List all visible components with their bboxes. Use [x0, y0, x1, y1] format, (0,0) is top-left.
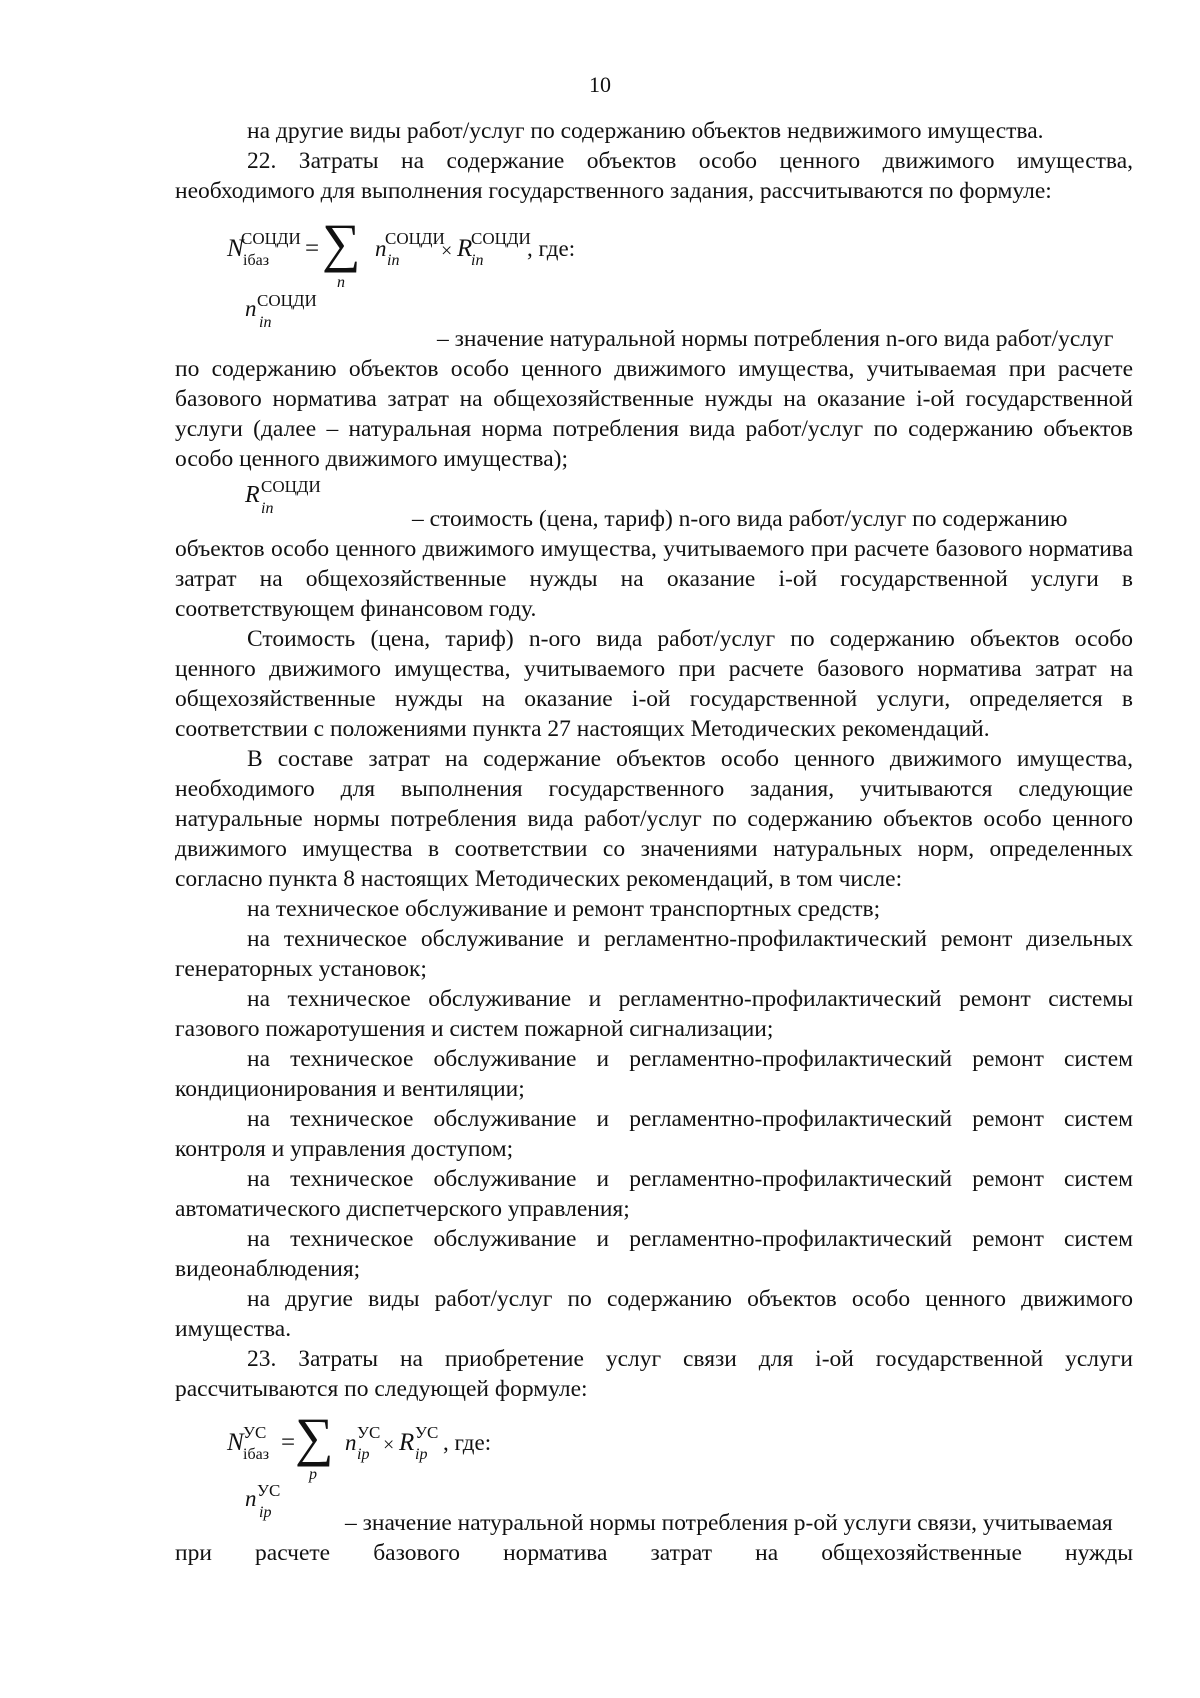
- def-r-sub: in: [261, 500, 274, 517]
- formula2-lhs-sub: iбаз: [243, 1446, 270, 1463]
- definition-n2-symbol: [175, 1481, 1133, 1521]
- def-n2-sub: ip: [259, 1504, 272, 1521]
- formula1-r-sup: СОЦДИ: [471, 229, 531, 248]
- formula1-lhs-sub: iбаз: [243, 252, 270, 269]
- formula-socdi: [175, 206, 1133, 290]
- paragraph-composition: В составе затрат на содержание объектов особо ценного движимого имущества, необходимого для выполнения государственного задания, учитываются следующие натуральные нормы потребления вида работ/услуг по содержанию объектов особо ценного движимого имущества в соответствии со значениями натуральных норм, определенных согласно пункта 8 настоящих Методических рекомендаций, в том числе:: [175, 746, 1133, 892]
- definition-n2-first-line: – значение натуральной нормы потребления p-ой услуги связи, учитываемая: [345, 1510, 1113, 1536]
- intro-line: на другие виды работ/услуг по содержанию объектов недвижимого имущества.: [247, 118, 1044, 144]
- formula2-tail: , где:: [443, 1430, 492, 1455]
- list-item: на другие виды работ/услуг по содержанию объектов особо ценного движимого имущества.: [175, 1286, 1133, 1342]
- formula2-n-sup: УС: [357, 1423, 381, 1442]
- definition-r-symbol: [175, 474, 1133, 517]
- formula1-n-sub: in: [387, 252, 400, 269]
- formula2-r-sup: УС: [415, 1423, 439, 1442]
- formula2-equals: =: [281, 1429, 296, 1456]
- def-n-sub: in: [259, 314, 272, 331]
- def-n-var: n СОЦДИ in: [245, 294, 257, 324]
- formula1-n-var: n: [375, 236, 387, 261]
- formula1-tail: , где:: [527, 236, 576, 261]
- formula1-sum-sign: ∑: [322, 213, 361, 273]
- formula2-times: ×: [383, 1434, 395, 1456]
- definition-r-rest: объектов особо ценного движимого имущества, учитываемого при расчете базового норматива затрат на общехозяйственные нужды на оказание i-ой государственной услуги в соответствующем финансовом году.: [175, 536, 1133, 622]
- formula2-r-var: R: [399, 1429, 415, 1456]
- formula2-sum-index: p: [309, 1466, 317, 1483]
- definition-n-rest: по содержанию объектов особо ценного движимого имущества, учитываемая при расчете базового норматива затрат на общехозяйственные нужды на оказание i-ой государственной услуги (далее – натуральная норма потребления вида работ/услуг по содержанию объектов особо ценного движимого имущества);: [175, 356, 1133, 472]
- definition-r-first-line: – стоимость (цена, тариф) n-ого вида работ/услуг по содержанию: [412, 506, 1068, 532]
- list-item: на техническое обслуживание и регламентно-профилактический ремонт систем автоматического диспетчерского управления;: [175, 1166, 1133, 1222]
- formula1-n-sup: СОЦДИ: [385, 229, 445, 248]
- formula1-lhs-sup: СОЦДИ: [241, 229, 301, 248]
- page-number: 10: [589, 72, 611, 97]
- formula2-lhs-sup: УС: [243, 1423, 267, 1442]
- formula1-sum-index: n: [337, 274, 345, 291]
- formula2-r-sub: ip: [415, 1446, 428, 1463]
- formula-us: [175, 1404, 1133, 1482]
- paragraph-cost: Стоимость (цена, тариф) n-ого вида работ/услуг по содержанию объектов особо ценного движимого имущества, учитываемого при расчете базового норматива затрат на общехозяйственные нужды на оказание i-ой государственной услуги, определяется в соответствии с положениями пункта 27 настоящих Методических рекомендаций.: [175, 626, 1133, 742]
- formula1-times: ×: [441, 240, 453, 262]
- formula1-equals: =: [305, 235, 320, 262]
- formula2-n-sub: ip: [357, 1446, 370, 1463]
- list-item: на техническое обслуживание и регламентно-профилактический ремонт системы газового пожаротушения и систем пожарной сигнализации;: [175, 986, 1133, 1042]
- list-item: на техническое обслуживание и регламентно-профилактический ремонт систем видеонаблюдения;: [175, 1226, 1133, 1282]
- def-r-var: R СОЦДИ in: [245, 480, 260, 510]
- list-item: на техническое обслуживание и ремонт транспортных средств;: [247, 896, 881, 922]
- def-n-sup: СОЦДИ: [257, 291, 317, 310]
- formula1-lhs-var: N: [227, 235, 244, 262]
- formula2-lhs-var: N: [227, 1429, 244, 1456]
- def-n2-sup: УС: [257, 1481, 281, 1500]
- formula1-r-var: R: [457, 235, 473, 262]
- paragraph-23: 23. Затраты на приобретение услуг связи для i-ой государственной услуги рассчитываются по следующей формуле:: [175, 1346, 1133, 1402]
- definition-n-first-line: – значение натуральной нормы потребления n-ого вида работ/услуг: [437, 326, 1114, 352]
- list-item: на техническое обслуживание и регламентно-профилактический ремонт дизельных генераторных установок;: [175, 926, 1133, 982]
- list-item: на техническое обслуживание и регламентно-профилактический ремонт систем контроля и управления доступом;: [175, 1106, 1133, 1162]
- document-body: [175, 116, 1133, 1568]
- list-item: на техническое обслуживание и регламентно-профилактический ремонт систем кондиционирования и вентиляции;: [175, 1046, 1133, 1102]
- def-n2-var: n УС ip: [245, 1484, 257, 1514]
- definition-n-symbol: [175, 290, 1133, 331]
- formula2-n-var: n: [345, 1430, 357, 1455]
- definition-n2-rest: при расчете базового норматива затрат на общехозяйственные нужды: [175, 1540, 1133, 1566]
- formula1-r-sub: in: [471, 252, 484, 269]
- def-r-sup: СОЦДИ: [261, 477, 321, 496]
- formula2-sum-sign: ∑: [295, 1407, 334, 1467]
- paragraph-22: 22. Затраты на содержание объектов особо ценного движимого имущества, необходимого для выполнения государственного задания, рассчитываются по формуле:: [175, 148, 1133, 204]
